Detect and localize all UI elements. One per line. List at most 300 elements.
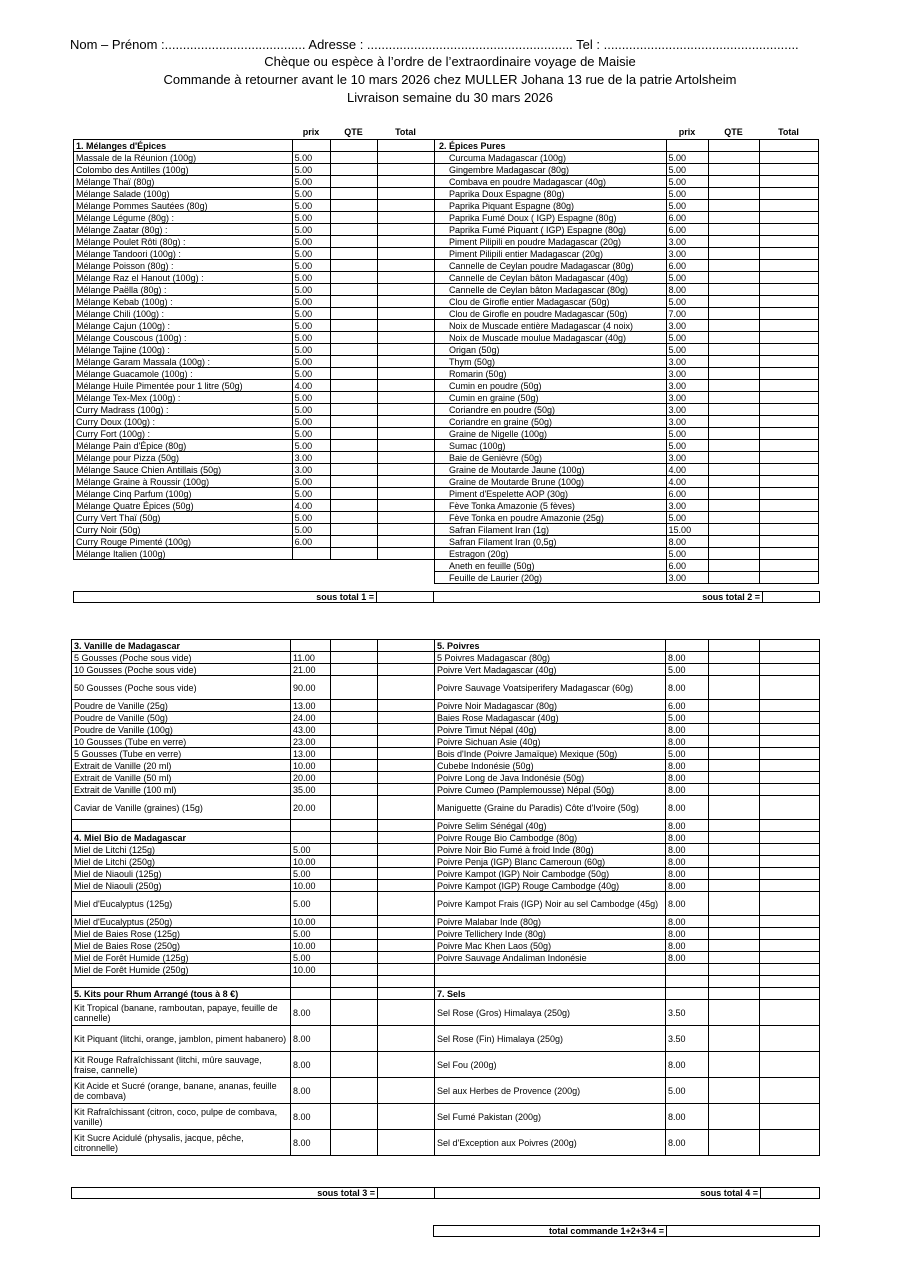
quantity-cell[interactable] (709, 976, 760, 988)
quantity-cell[interactable] (331, 928, 378, 940)
quantity-cell[interactable] (708, 560, 759, 572)
price-cell: 3.00 (666, 236, 708, 248)
quantity-cell[interactable] (330, 464, 377, 476)
quantity-cell[interactable] (708, 392, 759, 404)
quantity-cell[interactable] (709, 964, 760, 976)
total-cell[interactable] (760, 952, 820, 964)
total-cell[interactable] (378, 868, 435, 880)
total-cell[interactable] (759, 416, 818, 428)
quantity-cell[interactable] (709, 832, 760, 844)
quantity-cell[interactable] (709, 988, 760, 1000)
quantity-cell[interactable] (708, 332, 759, 344)
quantity-cell[interactable] (331, 856, 378, 868)
total-cell[interactable] (760, 964, 820, 976)
quantity-cell[interactable] (331, 712, 378, 724)
quantity-cell[interactable] (708, 308, 759, 320)
quantity-cell[interactable] (708, 236, 759, 248)
total-cell[interactable] (377, 224, 434, 236)
subtotal-2-value[interactable] (763, 592, 820, 603)
quantity-cell[interactable] (709, 784, 760, 796)
quantity-cell[interactable] (709, 748, 760, 760)
total-cell[interactable] (759, 464, 818, 476)
quantity-cell[interactable] (331, 1078, 378, 1104)
quantity-cell[interactable] (330, 368, 377, 380)
total-cell[interactable] (377, 344, 434, 356)
total-cell[interactable] (377, 548, 434, 560)
total-cell[interactable] (759, 200, 818, 212)
quantity-cell[interactable] (331, 988, 378, 1000)
quantity-cell[interactable] (709, 772, 760, 784)
quantity-cell[interactable] (709, 892, 760, 916)
total-cell[interactable] (759, 572, 818, 584)
quantity-cell[interactable] (330, 272, 377, 284)
total-cell[interactable] (759, 428, 818, 440)
total-cell[interactable] (760, 736, 820, 748)
total-cell[interactable] (378, 1078, 435, 1104)
quantity-cell[interactable] (709, 676, 760, 700)
quantity-cell[interactable] (330, 536, 377, 548)
quantity-cell[interactable] (331, 760, 378, 772)
quantity-cell[interactable] (708, 344, 759, 356)
quantity-cell[interactable] (331, 700, 378, 712)
quantity-cell[interactable] (330, 476, 377, 488)
quantity-cell[interactable] (330, 488, 377, 500)
quantity-cell[interactable] (331, 724, 378, 736)
total-cell[interactable] (378, 796, 435, 820)
total-cell[interactable] (378, 664, 435, 676)
total-cell[interactable] (759, 548, 818, 560)
quantity-cell[interactable] (708, 536, 759, 548)
total-cell[interactable] (378, 772, 435, 784)
quantity-cell[interactable] (330, 512, 377, 524)
total-cell[interactable] (760, 712, 820, 724)
quantity-cell[interactable] (709, 1026, 760, 1052)
quantity-cell[interactable] (331, 1000, 378, 1026)
total-cell[interactable] (760, 856, 820, 868)
total-cell[interactable] (377, 368, 434, 380)
quantity-cell[interactable] (331, 1104, 378, 1130)
total-cell[interactable] (377, 404, 434, 416)
quantity-cell[interactable] (708, 224, 759, 236)
total-cell[interactable] (378, 856, 435, 868)
quantity-cell[interactable] (709, 868, 760, 880)
quantity-cell[interactable] (331, 1052, 378, 1078)
total-cell[interactable] (378, 832, 435, 844)
quantity-cell[interactable] (708, 164, 759, 176)
quantity-cell[interactable] (330, 428, 377, 440)
total-cell[interactable] (377, 416, 434, 428)
quantity-cell[interactable] (709, 724, 760, 736)
total-cell[interactable] (377, 356, 434, 368)
total-cell[interactable] (760, 652, 820, 664)
quantity-cell[interactable] (331, 1130, 378, 1156)
quantity-cell[interactable] (709, 796, 760, 820)
total-cell[interactable] (378, 760, 435, 772)
price-cell: 3.50 (666, 1026, 709, 1052)
total-cell[interactable] (760, 868, 820, 880)
quantity-cell[interactable] (709, 880, 760, 892)
total-cell[interactable] (377, 212, 434, 224)
quantity-cell[interactable] (330, 164, 377, 176)
subtotal-1-value[interactable] (377, 592, 434, 603)
quantity-cell[interactable] (709, 664, 760, 676)
total-cell[interactable] (759, 512, 818, 524)
total-cell[interactable] (377, 200, 434, 212)
total-cell[interactable] (760, 892, 820, 916)
quantity-cell[interactable] (330, 344, 377, 356)
total-cell[interactable] (759, 248, 818, 260)
quantity-cell[interactable] (331, 820, 378, 832)
total-cell[interactable] (377, 488, 434, 500)
total-cell[interactable] (377, 176, 434, 188)
total-cell[interactable] (377, 452, 434, 464)
quantity-cell[interactable] (708, 272, 759, 284)
total-cell[interactable] (377, 320, 434, 332)
total-cell[interactable] (760, 844, 820, 856)
total-cell[interactable] (377, 500, 434, 512)
total-cell[interactable] (760, 796, 820, 820)
table-row (72, 868, 820, 880)
total-cell[interactable] (759, 368, 818, 380)
price-cell: 5.00 (292, 392, 330, 404)
total-cell[interactable] (378, 928, 435, 940)
item-label: Poivre Kampot (IGP) Rouge Cambodge (40g) (435, 880, 666, 892)
total-cell[interactable] (760, 940, 820, 952)
quantity-cell[interactable] (708, 212, 759, 224)
total-cell[interactable] (759, 404, 818, 416)
quantity-cell[interactable] (709, 1078, 760, 1104)
total-cell[interactable] (759, 332, 818, 344)
quantity-cell[interactable] (331, 832, 378, 844)
total-cell[interactable] (378, 1104, 435, 1130)
quantity-cell[interactable] (330, 284, 377, 296)
quantity-cell[interactable] (330, 392, 377, 404)
quantity-cell[interactable] (708, 476, 759, 488)
quantity-cell[interactable] (330, 296, 377, 308)
total-cell[interactable] (759, 380, 818, 392)
quantity-cell[interactable] (331, 736, 378, 748)
quantity-cell[interactable] (330, 152, 377, 164)
quantity-cell[interactable] (708, 188, 759, 200)
total-cell[interactable] (377, 392, 434, 404)
quantity-cell[interactable] (331, 916, 378, 928)
quantity-cell[interactable] (330, 248, 377, 260)
total-cell[interactable] (377, 260, 434, 272)
quantity-cell[interactable] (331, 892, 378, 916)
total-cell[interactable] (377, 428, 434, 440)
quantity-cell[interactable] (331, 964, 378, 976)
total-cell[interactable] (759, 500, 818, 512)
total-cell[interactable] (759, 212, 818, 224)
total-cell[interactable] (759, 452, 818, 464)
total-cell[interactable] (759, 140, 818, 152)
quantity-cell[interactable] (709, 856, 760, 868)
total-cell[interactable] (378, 844, 435, 856)
total-cell[interactable] (377, 476, 434, 488)
quantity-cell[interactable] (709, 760, 760, 772)
price-cell: 5.00 (292, 524, 330, 536)
total-cell[interactable] (378, 988, 435, 1000)
table-row (72, 1078, 820, 1104)
total-cell[interactable] (377, 380, 434, 392)
total-cell[interactable] (377, 284, 434, 296)
total-cell[interactable] (759, 392, 818, 404)
col-header-total-right: Total (778, 127, 799, 137)
quantity-cell[interactable] (330, 188, 377, 200)
total-cell[interactable] (760, 832, 820, 844)
total-cell[interactable] (760, 748, 820, 760)
total-cell[interactable] (378, 976, 435, 988)
table-row (72, 676, 820, 700)
total-cell[interactable] (760, 1130, 820, 1156)
total-cell[interactable] (377, 536, 434, 548)
quantity-cell[interactable] (330, 176, 377, 188)
quantity-cell[interactable] (709, 1000, 760, 1026)
quantity-cell[interactable] (708, 260, 759, 272)
price-cell: 8.00 (666, 856, 709, 868)
quantity-cell[interactable] (330, 332, 377, 344)
quantity-cell[interactable] (708, 380, 759, 392)
quantity-cell[interactable] (708, 440, 759, 452)
total-cell[interactable] (759, 344, 818, 356)
grand-total-value[interactable] (667, 1226, 820, 1237)
total-cell[interactable] (378, 748, 435, 760)
quantity-cell[interactable] (330, 260, 377, 272)
total-cell[interactable] (760, 1000, 820, 1026)
total-cell[interactable] (760, 988, 820, 1000)
quantity-cell[interactable] (331, 976, 378, 988)
quantity-cell[interactable] (331, 796, 378, 820)
quantity-cell[interactable] (331, 748, 378, 760)
quantity-cell[interactable] (708, 548, 759, 560)
quantity-cell[interactable] (708, 428, 759, 440)
quantity-cell[interactable] (709, 928, 760, 940)
quantity-cell[interactable] (708, 200, 759, 212)
total-cell[interactable] (760, 880, 820, 892)
total-cell[interactable] (759, 560, 818, 572)
total-cell[interactable] (760, 760, 820, 772)
total-cell[interactable] (759, 440, 818, 452)
quantity-cell[interactable] (330, 356, 377, 368)
total-cell[interactable] (377, 512, 434, 524)
total-cell[interactable] (377, 464, 434, 476)
quantity-cell[interactable] (709, 736, 760, 748)
total-cell[interactable] (378, 892, 435, 916)
quantity-cell[interactable] (331, 940, 378, 952)
total-cell[interactable] (760, 820, 820, 832)
quantity-cell[interactable] (709, 652, 760, 664)
total-cell[interactable] (378, 880, 435, 892)
quantity-cell[interactable] (709, 640, 760, 652)
total-cell[interactable] (760, 1104, 820, 1130)
total-cell[interactable] (760, 640, 820, 652)
total-cell[interactable] (759, 296, 818, 308)
total-cell[interactable] (760, 724, 820, 736)
total-cell[interactable] (377, 524, 434, 536)
total-cell[interactable] (378, 736, 435, 748)
total-cell[interactable] (378, 640, 435, 652)
quantity-cell[interactable] (708, 416, 759, 428)
quantity-cell[interactable] (331, 652, 378, 664)
quantity-cell[interactable] (708, 248, 759, 260)
total-cell[interactable] (759, 272, 818, 284)
quantity-cell[interactable] (331, 952, 378, 964)
total-cell[interactable] (759, 188, 818, 200)
total-cell[interactable] (377, 236, 434, 248)
total-cell[interactable] (377, 440, 434, 452)
quantity-cell[interactable] (708, 524, 759, 536)
quantity-cell[interactable] (331, 784, 378, 796)
total-cell[interactable] (378, 676, 435, 700)
quantity-cell[interactable] (708, 572, 759, 584)
quantity-cell[interactable] (709, 712, 760, 724)
quantity-cell[interactable] (708, 464, 759, 476)
quantity-cell[interactable] (708, 356, 759, 368)
quantity-cell[interactable] (331, 1026, 378, 1052)
quantity-cell[interactable] (708, 320, 759, 332)
quantity-cell[interactable] (331, 772, 378, 784)
quantity-cell[interactable] (709, 820, 760, 832)
quantity-cell[interactable] (709, 700, 760, 712)
total-cell[interactable] (759, 476, 818, 488)
quantity-cell[interactable] (709, 1052, 760, 1078)
quantity-cell[interactable] (709, 1130, 760, 1156)
item-label: Mélange Poisson (80g) : (74, 260, 293, 272)
total-cell[interactable] (759, 524, 818, 536)
total-cell[interactable] (377, 164, 434, 176)
total-cell[interactable] (759, 536, 818, 548)
quantity-cell[interactable] (330, 440, 377, 452)
total-cell[interactable] (760, 976, 820, 988)
subtotal-4-value[interactable] (761, 1188, 820, 1199)
total-cell[interactable] (760, 772, 820, 784)
total-cell[interactable] (378, 964, 435, 976)
quantity-cell[interactable] (331, 880, 378, 892)
quantity-cell[interactable] (331, 664, 378, 676)
quantity-cell[interactable] (330, 140, 377, 152)
quantity-cell[interactable] (708, 452, 759, 464)
quantity-cell[interactable] (330, 452, 377, 464)
total-cell[interactable] (377, 296, 434, 308)
total-cell[interactable] (378, 1130, 435, 1156)
quantity-cell[interactable] (330, 416, 377, 428)
total-cell[interactable] (378, 1000, 435, 1026)
total-cell[interactable] (377, 188, 434, 200)
total-cell[interactable] (759, 260, 818, 272)
quantity-cell[interactable] (708, 284, 759, 296)
table-row (74, 296, 819, 308)
total-cell[interactable] (760, 1052, 820, 1078)
price-cell: 6.00 (666, 224, 708, 236)
total-cell[interactable] (759, 308, 818, 320)
quantity-cell[interactable] (330, 200, 377, 212)
quantity-cell[interactable] (708, 152, 759, 164)
quantity-cell[interactable] (330, 500, 377, 512)
quantity-cell[interactable] (709, 952, 760, 964)
table-row (74, 572, 819, 584)
quantity-cell[interactable] (330, 524, 377, 536)
total-cell[interactable] (378, 940, 435, 952)
quantity-cell[interactable] (330, 320, 377, 332)
item-label: Caviar de Vanille (graines) (15g) (72, 796, 291, 820)
total-cell[interactable] (377, 332, 434, 344)
quantity-cell[interactable] (708, 140, 759, 152)
item-label: Extrait de Vanille (20 ml) (72, 760, 291, 772)
total-cell[interactable] (759, 236, 818, 248)
total-cell[interactable] (760, 664, 820, 676)
total-cell[interactable] (760, 676, 820, 700)
quantity-cell[interactable] (330, 224, 377, 236)
total-cell[interactable] (378, 784, 435, 796)
quantity-cell[interactable] (708, 368, 759, 380)
total-cell[interactable] (378, 820, 435, 832)
total-cell[interactable] (377, 140, 434, 152)
total-cell[interactable] (760, 928, 820, 940)
quantity-cell[interactable] (708, 404, 759, 416)
total-cell[interactable] (378, 712, 435, 724)
total-cell[interactable] (760, 784, 820, 796)
total-cell[interactable] (378, 952, 435, 964)
quantity-cell[interactable] (708, 512, 759, 524)
item-label: Miel de Litchi (250g) (72, 856, 291, 868)
total-cell[interactable] (377, 272, 434, 284)
total-cell[interactable] (377, 152, 434, 164)
quantity-cell[interactable] (331, 676, 378, 700)
quantity-cell[interactable] (330, 380, 377, 392)
item-label: Poivre Mac Khen Laos (50g) (435, 940, 666, 952)
quantity-cell[interactable] (331, 868, 378, 880)
total-cell[interactable] (760, 916, 820, 928)
total-cell[interactable] (759, 356, 818, 368)
quantity-cell[interactable] (709, 1104, 760, 1130)
total-cell[interactable] (759, 224, 818, 236)
quantity-cell[interactable] (330, 236, 377, 248)
total-cell[interactable] (377, 248, 434, 260)
quantity-cell[interactable] (708, 488, 759, 500)
total-cell[interactable] (378, 652, 435, 664)
total-cell[interactable] (378, 1026, 435, 1052)
total-cell[interactable] (378, 724, 435, 736)
quantity-cell[interactable] (709, 940, 760, 952)
quantity-cell[interactable] (330, 548, 377, 560)
total-cell[interactable] (378, 700, 435, 712)
total-cell[interactable] (377, 308, 434, 320)
quantity-cell[interactable] (708, 176, 759, 188)
quantity-cell[interactable] (708, 500, 759, 512)
total-cell[interactable] (759, 164, 818, 176)
total-cell[interactable] (759, 152, 818, 164)
quantity-cell[interactable] (330, 212, 377, 224)
total-cell[interactable] (378, 1052, 435, 1078)
total-cell[interactable] (378, 916, 435, 928)
item-label: Clou de Girofle en poudre Madagascar (50g) (434, 308, 666, 320)
quantity-cell[interactable] (330, 308, 377, 320)
total-cell[interactable] (759, 284, 818, 296)
quantity-cell[interactable] (709, 916, 760, 928)
total-cell[interactable] (759, 320, 818, 332)
total-cell[interactable] (760, 1026, 820, 1052)
total-cell[interactable] (760, 700, 820, 712)
quantity-cell[interactable] (708, 296, 759, 308)
total-cell[interactable] (759, 488, 818, 500)
quantity-cell[interactable] (709, 844, 760, 856)
quantity-cell[interactable] (330, 404, 377, 416)
total-cell[interactable] (759, 176, 818, 188)
total-cell[interactable] (760, 1078, 820, 1104)
quantity-cell[interactable] (331, 640, 378, 652)
subtotal-3-value[interactable] (378, 1188, 435, 1199)
quantity-cell[interactable] (331, 844, 378, 856)
